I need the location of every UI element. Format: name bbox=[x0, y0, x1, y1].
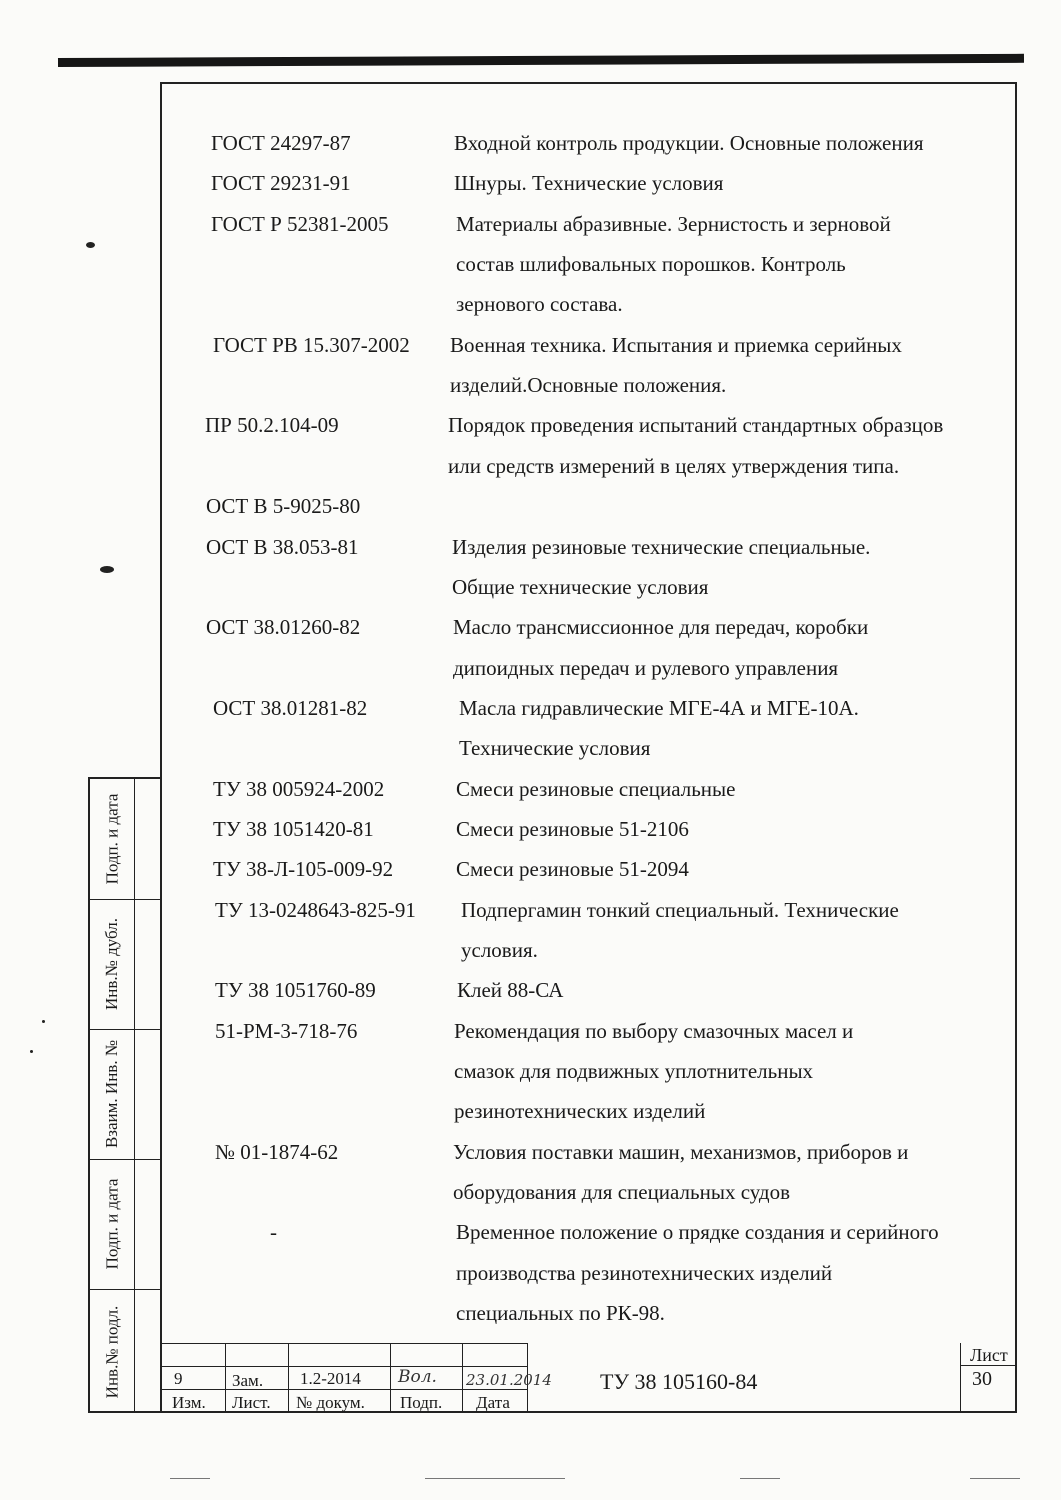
reference-code: ОСТ В 5-9025-80 bbox=[206, 494, 361, 519]
reference-description-line: Масло трансмиссионное для передач, коробки bbox=[453, 615, 869, 640]
reference-code: ТУ 38 1051420-81 bbox=[213, 816, 374, 841]
reference-code: ОСТ В 38.053-81 bbox=[206, 534, 359, 559]
tb-sheet-label: Лист bbox=[970, 1345, 1008, 1365]
reference-description-line: Рекомендация по выбору смазочных масел и bbox=[454, 1018, 854, 1043]
scan-speck bbox=[100, 566, 114, 573]
margin-label-sign-date-2: Подп. и дата bbox=[102, 1178, 122, 1270]
reference-code: ТУ 38 005924-2002 bbox=[213, 776, 385, 801]
reference-description-line: Временное положение о прядке создания и серийного bbox=[456, 1220, 939, 1245]
tb-document-number: ТУ 38 105160-84 bbox=[600, 1369, 758, 1394]
tb-sign-label: Подп. bbox=[400, 1393, 443, 1412]
reference-description-line: Технические условия bbox=[459, 736, 651, 761]
margin-label-dup-inv: Инв.№ дубл. bbox=[102, 917, 122, 1011]
title-block bbox=[160, 1343, 1017, 1413]
tb-line bbox=[960, 1343, 961, 1413]
tb-izm-value: 9 bbox=[174, 1369, 183, 1388]
reference-description-line: Входной контроль продукции. Основные положения bbox=[454, 131, 924, 155]
reference-code: ГОСТ РВ 15.307-2002 bbox=[213, 332, 410, 357]
reference-description-line: состав шлифовальных порошков. Контроль bbox=[456, 252, 846, 277]
reference-code: ГОСТ 24297-87 bbox=[211, 131, 351, 155]
reference-description-line: Порядок проведения испытаний стандартных образцов bbox=[448, 413, 944, 438]
reference-code: ПР 50.2.104-09 bbox=[205, 413, 339, 438]
reference-description-line: зернового состава. bbox=[456, 292, 623, 317]
reference-description-line: Изделия резиновые технические специальные. bbox=[452, 534, 871, 559]
reference-description-line: Смеси резиновые специальные bbox=[456, 776, 736, 801]
tb-line bbox=[390, 1343, 391, 1413]
reference-description-line: специальных по РК-98. bbox=[456, 1301, 665, 1326]
reference-code: ГОСТ 29231-91 bbox=[211, 171, 351, 196]
scan-speck bbox=[86, 242, 95, 248]
tb-sheet-number: 30 bbox=[972, 1368, 992, 1390]
margin-label-orig-inv: Инв.№ подл. bbox=[102, 1305, 121, 1399]
reference-description-line: дипоидных передач и рулевого управления bbox=[453, 655, 839, 680]
reference-description-line: Смеси резиновые 51-2094 bbox=[456, 857, 689, 882]
reference-code: - bbox=[270, 1220, 277, 1245]
margin-stamp bbox=[88, 777, 160, 1413]
tb-line bbox=[160, 1366, 527, 1367]
margin-label-mutual-inv: Взаим. Инв. № bbox=[102, 1039, 122, 1149]
tb-date-value: 23.01.2014 bbox=[466, 1371, 552, 1389]
reference-description-line: резинотехнических изделий bbox=[454, 1099, 706, 1124]
reference-description-line: смазок для подвижных уплотнительных bbox=[454, 1059, 814, 1084]
reference-description-line: Материалы абразивные. Зернистость и зерновой bbox=[456, 211, 891, 236]
top-border-rule bbox=[58, 54, 1024, 67]
scan-line bbox=[425, 1478, 565, 1479]
reference-code: ТУ 38-Л-105-009-92 bbox=[213, 857, 394, 882]
reference-description-line: или средств измерений в целях утверждения типа. bbox=[448, 453, 900, 478]
reference-description-line: Шнуры. Технические условия bbox=[454, 171, 724, 196]
tb-date-label: Дата bbox=[476, 1393, 510, 1412]
reference-code: 51-РМ-3-718-76 bbox=[215, 1018, 358, 1043]
reference-description-line: Смеси резиновые 51-2106 bbox=[456, 816, 689, 841]
tb-line bbox=[288, 1343, 289, 1413]
scan-speck bbox=[30, 1050, 33, 1053]
reference-description-line: Масла гидравлические МГЕ-4А и МГЕ-10А. bbox=[459, 695, 859, 720]
reference-description-line: изделий.Основные положения. bbox=[450, 373, 727, 398]
tb-izm-label: Изм. bbox=[172, 1393, 206, 1412]
reference-code: ТУ 13-0248643-825-91 bbox=[215, 897, 416, 922]
scan-line bbox=[170, 1478, 210, 1479]
tb-doc-value: 1.2-2014 bbox=[300, 1369, 361, 1388]
tb-line bbox=[160, 1389, 527, 1390]
tb-doc-label: № докум. bbox=[296, 1393, 365, 1412]
reference-code: № 01-1874-62 bbox=[215, 1139, 339, 1164]
tb-signature: Вол. bbox=[398, 1367, 437, 1387]
reference-description-line: Общие технические условия bbox=[452, 574, 709, 599]
reference-description-line: оборудования для специальных судов bbox=[453, 1180, 791, 1205]
scan-line bbox=[970, 1478, 1020, 1479]
reference-code: ТУ 38 1051760-89 bbox=[215, 978, 376, 1003]
tb-line bbox=[160, 1343, 527, 1344]
tb-line bbox=[462, 1343, 463, 1413]
reference-code: ГОСТ Р 52381-2005 bbox=[211, 211, 389, 236]
margin-label-sign-date-1: Подп. и дата bbox=[102, 793, 122, 885]
reference-description-line: производства резинотехнических изделий bbox=[456, 1260, 833, 1285]
scan-line bbox=[740, 1478, 780, 1479]
reference-description-line: условия. bbox=[461, 937, 538, 962]
scan-speck bbox=[42, 1020, 45, 1023]
margin-stamp-divider bbox=[134, 779, 135, 1411]
reference-description-line: Подпергамин тонкий специальный. Технические bbox=[461, 897, 899, 922]
reference-description-line: Клей 88-СА bbox=[457, 978, 564, 1003]
reference-description-line: Условия поставки машин, механизмов, приборов и bbox=[453, 1139, 909, 1164]
tb-line bbox=[960, 1365, 1017, 1366]
reference-code: ОСТ 38.01260-82 bbox=[206, 615, 361, 640]
reference-code: ОСТ 38.01281-82 bbox=[213, 695, 368, 720]
tb-list-label: Лист. bbox=[232, 1393, 271, 1412]
tb-list-value: Зам. bbox=[232, 1371, 264, 1390]
reference-description-line: Военная техника. Испытания и приемка серийных bbox=[450, 332, 902, 357]
tb-line bbox=[225, 1343, 226, 1413]
